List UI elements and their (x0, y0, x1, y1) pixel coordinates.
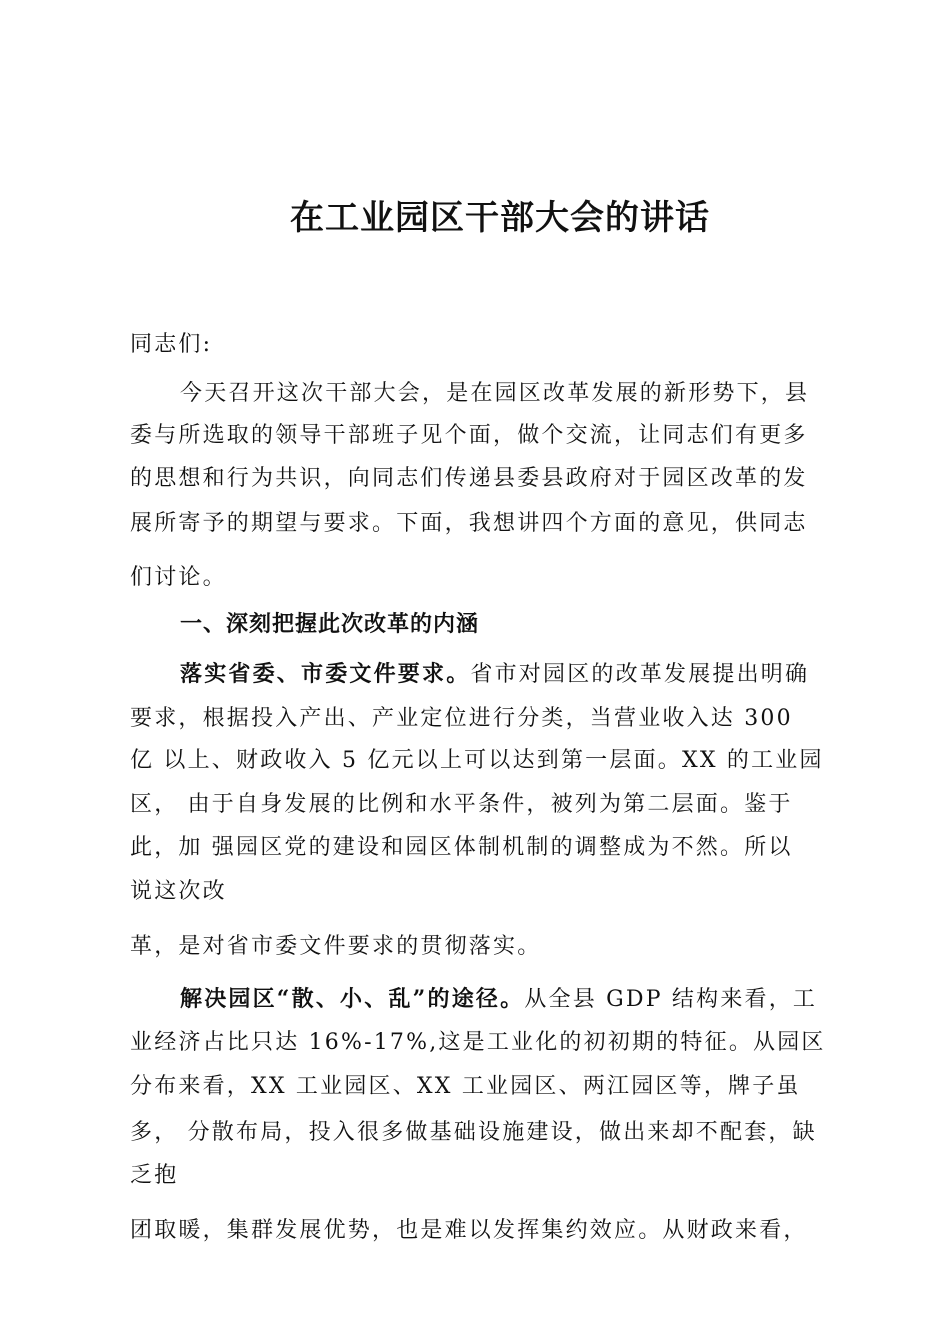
paragraph-line: 要求，根据投入产出、产业定位进行分类，当营业收入达 300 (130, 706, 793, 731)
intro-line: 委与所选取的领导干部班子见个面，做个交流，让同志们有更多 (130, 423, 808, 448)
paragraph-line: 革，是对省市委文件要求的贯彻落实。 (130, 934, 542, 959)
section-heading: 一、深刻把握此次改革的内涵 (180, 612, 480, 637)
paragraph-line: 说这次改 (130, 879, 227, 904)
intro-line: 们讨论。 (130, 565, 227, 590)
paragraph-text: 省市对园区的改革发展提出明确 (470, 662, 810, 687)
paragraph-lead: 落实省委、市委文件要求。 (180, 661, 471, 687)
paragraph-line: 业经济占比只达 16%-17%,这是工业化的初初期的特征。从园区 (130, 1030, 826, 1055)
paragraph-line: 亿 以上、财政收入 5 亿元以上可以达到第一层面。XX 的工业园 (130, 748, 824, 773)
paragraph-line (180, 984, 817, 1015)
paragraph-line: 区， 由于自身发展的比例和水平条件，被列为第二层面。鉴于 (130, 792, 793, 817)
document-title: 在工业园区干部大会的讲话 (290, 198, 710, 238)
paragraph-line: 此，加 强园区党的建设和园区体制机制的调整成为不然。所以 (130, 835, 793, 860)
intro-line: 的思想和行为共识，向同志们传递县委县政府对于园区改革的发 (130, 466, 808, 491)
intro-line: 展所寄予的期望与要求。下面，我想讲四个方面的意见，供同志 (130, 511, 808, 536)
paragraph-line: 分布来看，XX 工业园区、XX 工业园区、两江园区等，牌子虽 (130, 1074, 801, 1099)
intro-line: 今天召开这次干部大会，是在园区改革发展的新形势下，县 (180, 381, 810, 406)
paragraph-line: 多， 分散布局，投入很多做基础设施建设，做出来却不配套，缺 (130, 1120, 817, 1145)
paragraph-line: 乏抱 (130, 1163, 179, 1188)
paragraph-line: 团取暖，集群发展优势，也是难以发挥集约效应。从财政来看， (130, 1218, 808, 1243)
paragraph-lead: 解决园区“散、小、乱”的途径。 (180, 986, 525, 1012)
salutation: 同志们: (130, 332, 213, 357)
paragraph-text: 从全县 GDP 结构来看，工 (524, 987, 818, 1012)
paragraph-line (180, 659, 809, 690)
